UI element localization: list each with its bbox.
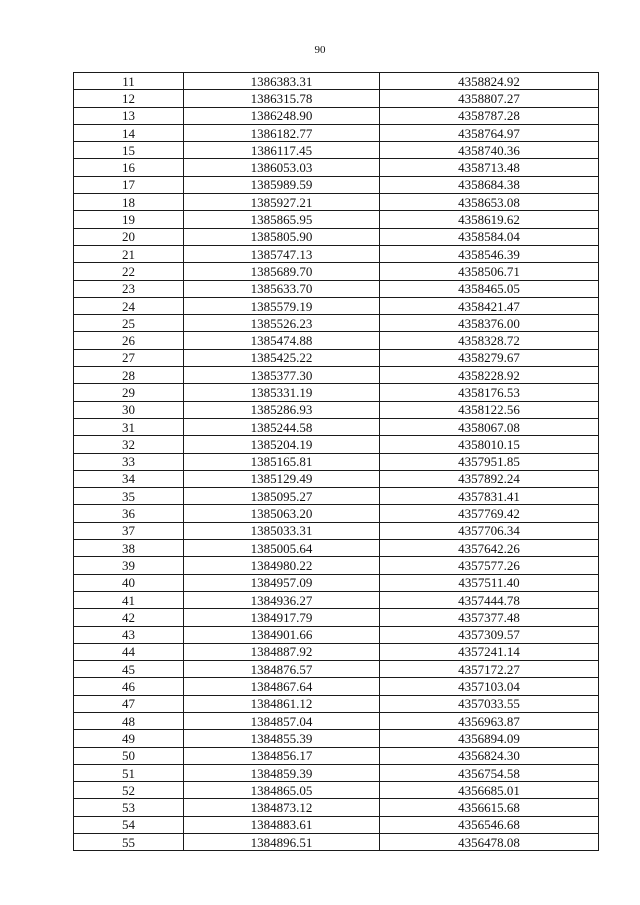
table-row: [74, 626, 599, 643]
table-row: [74, 661, 599, 678]
x-coordinate-cell: 1385377.30: [184, 367, 380, 384]
y-coordinate-cell: 4358465.05: [380, 280, 599, 297]
table-row: [74, 678, 599, 695]
y-coordinate-cell: 4356824.30: [380, 747, 599, 764]
x-coordinate-cell: 1385747.13: [184, 245, 380, 262]
point-number-cell: 42: [74, 609, 184, 626]
point-number-cell: 41: [74, 591, 184, 608]
x-coordinate-cell: 1385063.20: [184, 505, 380, 522]
point-number-cell: 50: [74, 747, 184, 764]
x-coordinate-cell: 1384861.12: [184, 695, 380, 712]
x-coordinate-cell: 1385425.22: [184, 349, 380, 366]
table-row: [74, 695, 599, 712]
x-coordinate-cell: 1384980.22: [184, 557, 380, 574]
point-number-cell: 15: [74, 142, 184, 159]
x-coordinate-cell: 1385331.19: [184, 384, 380, 401]
table-row: [74, 522, 599, 539]
y-coordinate-cell: 4357951.85: [380, 453, 599, 470]
table-row: [74, 194, 599, 211]
table-row: [74, 384, 599, 401]
point-number-cell: 32: [74, 436, 184, 453]
x-coordinate-cell: 1385474.88: [184, 332, 380, 349]
x-coordinate-cell: 1385989.59: [184, 176, 380, 193]
x-coordinate-cell: 1385244.58: [184, 418, 380, 435]
table-row: [74, 142, 599, 159]
point-number-cell: 22: [74, 263, 184, 280]
y-coordinate-cell: 4358653.08: [380, 194, 599, 211]
point-number-cell: 35: [74, 488, 184, 505]
table-row: [74, 436, 599, 453]
y-coordinate-cell: 4358807.27: [380, 90, 599, 107]
x-coordinate-cell: 1385805.90: [184, 228, 380, 245]
point-number-cell: 25: [74, 315, 184, 332]
table-row: [74, 401, 599, 418]
point-number-cell: 26: [74, 332, 184, 349]
y-coordinate-cell: 4358122.56: [380, 401, 599, 418]
table-row: [74, 332, 599, 349]
x-coordinate-cell: 1384865.05: [184, 782, 380, 799]
point-number-cell: 55: [74, 834, 184, 851]
table-row: [74, 349, 599, 366]
table-row: [74, 107, 599, 124]
point-number-cell: 47: [74, 695, 184, 712]
y-coordinate-cell: 4358619.62: [380, 211, 599, 228]
point-number-cell: 29: [74, 384, 184, 401]
y-coordinate-cell: 4356754.58: [380, 764, 599, 781]
table-row: [74, 747, 599, 764]
point-number-cell: 39: [74, 557, 184, 574]
y-coordinate-cell: 4358506.71: [380, 263, 599, 280]
table-row: [74, 453, 599, 470]
table-row: [74, 367, 599, 384]
y-coordinate-cell: 4358228.92: [380, 367, 599, 384]
point-number-cell: 24: [74, 297, 184, 314]
y-coordinate-cell: 4357444.78: [380, 591, 599, 608]
x-coordinate-cell: 1385033.31: [184, 522, 380, 539]
point-number-cell: 53: [74, 799, 184, 816]
table-row: [74, 315, 599, 332]
y-coordinate-cell: 4357172.27: [380, 661, 599, 678]
point-number-cell: 54: [74, 816, 184, 833]
table-row: [74, 488, 599, 505]
y-coordinate-cell: 4356546.68: [380, 816, 599, 833]
table-row: [74, 470, 599, 487]
x-coordinate-cell: 1385165.81: [184, 453, 380, 470]
x-coordinate-cell: 1384857.04: [184, 712, 380, 729]
y-coordinate-cell: 4358824.92: [380, 73, 599, 90]
point-number-cell: 33: [74, 453, 184, 470]
point-number-cell: 49: [74, 730, 184, 747]
x-coordinate-cell: 1385927.21: [184, 194, 380, 211]
point-number-cell: 44: [74, 643, 184, 660]
x-coordinate-cell: 1386053.03: [184, 159, 380, 176]
point-number-cell: 17: [74, 176, 184, 193]
x-coordinate-cell: 1386117.45: [184, 142, 380, 159]
y-coordinate-cell: 4357642.26: [380, 540, 599, 557]
coordinates-table: [73, 72, 599, 851]
table-row: [74, 643, 599, 660]
x-coordinate-cell: 1386182.77: [184, 124, 380, 141]
table-row: [74, 228, 599, 245]
x-coordinate-cell: 1384901.66: [184, 626, 380, 643]
x-coordinate-cell: 1386248.90: [184, 107, 380, 124]
table-row: [74, 211, 599, 228]
table-row: [74, 712, 599, 729]
point-number-cell: 12: [74, 90, 184, 107]
table-row: [74, 263, 599, 280]
x-coordinate-cell: 1385526.23: [184, 315, 380, 332]
point-number-cell: 46: [74, 678, 184, 695]
point-number-cell: 43: [74, 626, 184, 643]
x-coordinate-cell: 1384936.27: [184, 591, 380, 608]
point-number-cell: 30: [74, 401, 184, 418]
x-coordinate-cell: 1384896.51: [184, 834, 380, 851]
y-coordinate-cell: 4358740.36: [380, 142, 599, 159]
point-number-cell: 20: [74, 228, 184, 245]
point-number-cell: 11: [74, 73, 184, 90]
table-row: [74, 297, 599, 314]
table-row: [74, 280, 599, 297]
table-row: [74, 124, 599, 141]
point-number-cell: 13: [74, 107, 184, 124]
x-coordinate-cell: 1384957.09: [184, 574, 380, 591]
y-coordinate-cell: 4358376.00: [380, 315, 599, 332]
x-coordinate-cell: 1384867.64: [184, 678, 380, 695]
point-number-cell: 52: [74, 782, 184, 799]
x-coordinate-cell: 1386315.78: [184, 90, 380, 107]
y-coordinate-cell: 4356478.08: [380, 834, 599, 851]
x-coordinate-cell: 1384917.79: [184, 609, 380, 626]
table-row: [74, 609, 599, 626]
point-number-cell: 51: [74, 764, 184, 781]
x-coordinate-cell: 1385579.19: [184, 297, 380, 314]
page-number: 90: [314, 44, 326, 56]
table-row: [74, 505, 599, 522]
x-coordinate-cell: 1384856.17: [184, 747, 380, 764]
table-row: [74, 574, 599, 591]
table-row: [74, 764, 599, 781]
y-coordinate-cell: 4357577.26: [380, 557, 599, 574]
table-row: [74, 540, 599, 557]
point-number-cell: 31: [74, 418, 184, 435]
table-row: [74, 730, 599, 747]
point-number-cell: 21: [74, 245, 184, 262]
x-coordinate-cell: 1384859.39: [184, 764, 380, 781]
y-coordinate-cell: 4358684.38: [380, 176, 599, 193]
table-row: [74, 816, 599, 833]
table-row: [74, 557, 599, 574]
y-coordinate-cell: 4358010.15: [380, 436, 599, 453]
y-coordinate-cell: 4358421.47: [380, 297, 599, 314]
x-coordinate-cell: 1385095.27: [184, 488, 380, 505]
y-coordinate-cell: 4357377.48: [380, 609, 599, 626]
point-number-cell: 19: [74, 211, 184, 228]
point-number-cell: 40: [74, 574, 184, 591]
x-coordinate-cell: 1385286.93: [184, 401, 380, 418]
y-coordinate-cell: 4358546.39: [380, 245, 599, 262]
y-coordinate-cell: 4357769.42: [380, 505, 599, 522]
y-coordinate-cell: 4358176.53: [380, 384, 599, 401]
x-coordinate-cell: 1385689.70: [184, 263, 380, 280]
point-number-cell: 37: [74, 522, 184, 539]
point-number-cell: 16: [74, 159, 184, 176]
table-row: [74, 834, 599, 851]
table-row: [74, 73, 599, 90]
y-coordinate-cell: 4357831.41: [380, 488, 599, 505]
table-row: [74, 799, 599, 816]
y-coordinate-cell: 4356963.87: [380, 712, 599, 729]
y-coordinate-cell: 4358279.67: [380, 349, 599, 366]
y-coordinate-cell: 4358713.48: [380, 159, 599, 176]
point-number-cell: 18: [74, 194, 184, 211]
y-coordinate-cell: 4358328.72: [380, 332, 599, 349]
table-row: [74, 782, 599, 799]
point-number-cell: 38: [74, 540, 184, 557]
point-number-cell: 48: [74, 712, 184, 729]
table-row: [74, 418, 599, 435]
point-number-cell: 45: [74, 661, 184, 678]
y-coordinate-cell: 4357103.04: [380, 678, 599, 695]
x-coordinate-cell: 1386383.31: [184, 73, 380, 90]
y-coordinate-cell: 4358067.08: [380, 418, 599, 435]
y-coordinate-cell: 4357892.24: [380, 470, 599, 487]
x-coordinate-cell: 1384887.92: [184, 643, 380, 660]
point-number-cell: 14: [74, 124, 184, 141]
y-coordinate-cell: 4357511.40: [380, 574, 599, 591]
y-coordinate-cell: 4357706.34: [380, 522, 599, 539]
y-coordinate-cell: 4356685.01: [380, 782, 599, 799]
y-coordinate-cell: 4358787.28: [380, 107, 599, 124]
point-number-cell: 27: [74, 349, 184, 366]
y-coordinate-cell: 4358584.04: [380, 228, 599, 245]
y-coordinate-cell: 4357309.57: [380, 626, 599, 643]
y-coordinate-cell: 4356894.09: [380, 730, 599, 747]
x-coordinate-cell: 1385129.49: [184, 470, 380, 487]
x-coordinate-cell: 1384855.39: [184, 730, 380, 747]
x-coordinate-cell: 1385005.64: [184, 540, 380, 557]
y-coordinate-cell: 4357241.14: [380, 643, 599, 660]
point-number-cell: 28: [74, 367, 184, 384]
x-coordinate-cell: 1385204.19: [184, 436, 380, 453]
table-row: [74, 176, 599, 193]
point-number-cell: 36: [74, 505, 184, 522]
coordinates-table-body: [74, 73, 599, 851]
point-number-cell: 34: [74, 470, 184, 487]
table-row: [74, 245, 599, 262]
x-coordinate-cell: 1384873.12: [184, 799, 380, 816]
y-coordinate-cell: 4356615.68: [380, 799, 599, 816]
table-row: [74, 90, 599, 107]
table-row: [74, 591, 599, 608]
x-coordinate-cell: 1385633.70: [184, 280, 380, 297]
x-coordinate-cell: 1384883.61: [184, 816, 380, 833]
table-row: [74, 159, 599, 176]
x-coordinate-cell: 1385865.95: [184, 211, 380, 228]
point-number-cell: 23: [74, 280, 184, 297]
x-coordinate-cell: 1384876.57: [184, 661, 380, 678]
y-coordinate-cell: 4358764.97: [380, 124, 599, 141]
y-coordinate-cell: 4357033.55: [380, 695, 599, 712]
